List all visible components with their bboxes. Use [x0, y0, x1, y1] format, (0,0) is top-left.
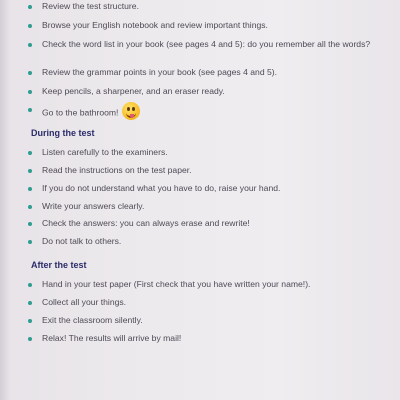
- section-heading-during: During the test: [31, 128, 95, 138]
- bullet-icon: [28, 108, 32, 112]
- list-item: Go to the bathroom!: [42, 104, 387, 122]
- section-heading-after: After the test: [31, 260, 87, 270]
- list-item: Collect all your things.: [42, 297, 387, 309]
- bullet-icon: [28, 151, 32, 155]
- bullet-icon: [28, 337, 32, 341]
- list-item: Relax! The results will arrive by mail!: [42, 333, 387, 345]
- bullet-icon: [28, 187, 32, 191]
- bullet-icon: [28, 205, 32, 209]
- list-item: Do not talk to others.: [42, 236, 387, 248]
- winking-smiley-icon: [122, 102, 140, 120]
- list-item: If you do not understand what you have to do, raise your hand.: [42, 183, 387, 195]
- bullet-icon: [28, 90, 32, 94]
- list-item: Exit the classroom silently.: [42, 315, 387, 327]
- bullet-icon: [28, 222, 32, 226]
- bullet-icon: [28, 240, 32, 244]
- bullet-icon: [28, 5, 32, 9]
- bullet-icon: [28, 301, 32, 305]
- list-item: Browse your English notebook and review important things.: [42, 20, 387, 32]
- list-item: Review the test structure.: [42, 1, 387, 13]
- list-item: Listen carefully to the examiners.: [42, 147, 387, 159]
- bullet-icon: [28, 169, 32, 173]
- list-item: Keep pencils, a sharpener, and an eraser ready.: [42, 86, 387, 98]
- bullet-icon: [28, 43, 32, 47]
- list-item: Review the grammar points in your book (see pages 4 and 5).: [42, 67, 387, 79]
- list-item: Hand in your test paper (First check that you have written your name!).: [42, 279, 387, 291]
- bullet-icon: [28, 319, 32, 323]
- bullet-icon: [28, 24, 32, 28]
- list-item: Write your answers clearly.: [42, 201, 387, 213]
- bullet-icon: [28, 71, 32, 75]
- bullet-icon: [28, 283, 32, 287]
- list-item: Check the word list in your book (see pages 4 and 5): do you remember all the words?: [42, 39, 387, 51]
- list-item: Check the answers: you can always erase and rewrite!: [42, 218, 387, 230]
- list-item: Read the instructions on the test paper.: [42, 165, 387, 177]
- page-edge-shadow: [0, 0, 10, 400]
